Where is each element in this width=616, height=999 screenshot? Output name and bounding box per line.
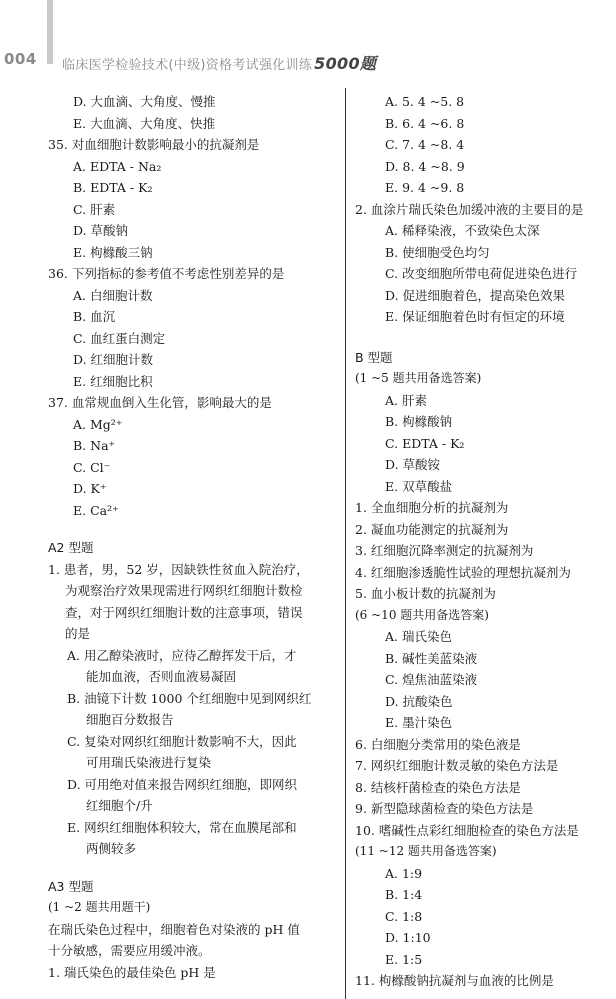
header-accent-bar — [47, 0, 53, 64]
option-line: D. 8. 4 ~8. 9 — [385, 158, 465, 174]
section-title-b: B 型题 — [355, 349, 393, 365]
option-line: E. 墨汁染色 — [385, 715, 453, 730]
question-stem: 1. 全血细胞分析的抗凝剂为 — [355, 500, 509, 515]
option-line: C. EDTA - K₂ — [385, 435, 465, 451]
book-title — [62, 51, 376, 74]
question-stem: 9. 新型隐球菌检查的染色方法是 — [355, 801, 534, 816]
option-line: B. 油镜下计数 1000 个红细胞中见到网织红 — [67, 690, 312, 706]
option-line: C. 7. 4 ~8. 4 — [385, 137, 465, 152]
option-line: D. 草酸铵 — [385, 457, 441, 472]
book-question-count: 5000题 — [314, 54, 377, 73]
option-line: B. 6. 4 ~6. 8 — [385, 115, 465, 131]
column-divider — [345, 88, 346, 999]
question-stem: 2. 凝血功能测定的抗凝剂为 — [355, 521, 509, 537]
option-line: E. 大血滴、大角度、快推 — [73, 115, 216, 131]
question-stem: 35. 对血细胞计数影响最小的抗凝剂是 — [48, 137, 260, 152]
option-line: C. 肝素 — [73, 201, 116, 217]
option-line: E. 网织红细胞体积较大，常在血膜尾部和 — [67, 819, 297, 835]
shared-stem-note: (1 ~2 题共用题干) — [48, 900, 151, 914]
option-line: B. EDTA - K₂ — [73, 180, 153, 195]
option-line: A. 用乙醇染液时，应待乙醇挥发干后，才 — [67, 647, 297, 663]
question-stem: 37. 血常规血倒入生化管，影响最大的是 — [48, 395, 272, 410]
option-line: C. 复染对网织红细胞计数影响不大，因此 — [67, 733, 297, 749]
option-line: D. 可用绝对值来报告网织红细胞，即网织 — [67, 776, 298, 792]
question-stem: 6. 白细胞分类常用的染色液是 — [355, 736, 521, 752]
option-line: C. 血红蛋白测定 — [73, 330, 166, 346]
option-line: D. 1:10 — [385, 930, 431, 945]
question-stem: 7. 网织红细胞计数灵敏的染色方法是 — [355, 758, 559, 773]
page-number: 004 — [4, 50, 37, 68]
option-line: D. 草酸钠 — [73, 223, 129, 238]
option-line: B. 血沉 — [73, 309, 116, 324]
option-line: D. K⁺ — [73, 481, 107, 496]
option-line: C. 煌焦油蓝染液 — [385, 672, 478, 687]
option-line: B. 碱性美蓝染液 — [385, 650, 478, 666]
option-line-cont: 红细胞个/升 — [86, 798, 153, 813]
question-stem: 1. 瑞氏染色的最佳染色 pH 是 — [48, 964, 216, 980]
option-line: D. 大血滴、大角度、慢推 — [73, 94, 216, 109]
option-line: D. 抗酸染色 — [385, 693, 453, 709]
section-title-a3: A3 型题 — [48, 878, 94, 894]
option-line-cont: 细胞百分数报告 — [86, 712, 174, 727]
option-line: A. 5. 4 ~5. 8 — [385, 94, 465, 109]
option-line: B. 1:4 — [385, 887, 423, 902]
option-line: E. 双草酸盐 — [385, 478, 453, 494]
option-line: E. Ca²⁺ — [73, 502, 119, 518]
option-line: A. Mg²⁺ — [73, 416, 123, 432]
option-line: D. 红细胞计数 — [73, 352, 154, 367]
question-stem: 10. 嗜碱性点彩红细胞检查的染色方法是 — [355, 822, 579, 838]
option-line: C. 1:8 — [385, 908, 423, 924]
shared-options-note: (11 ~12 题共用备选答案) — [355, 844, 497, 858]
option-line-cont: 可用瑞氏染液进行复染 — [86, 755, 212, 770]
question-stem: 3. 红细胞沉降率测定的抗凝剂为 — [355, 543, 534, 558]
option-line: E. 1:5 — [385, 951, 423, 967]
option-line: B. 枸橼酸钠 — [385, 414, 453, 429]
shared-stem: 十分敏感，需要应用缓冲液。 — [48, 943, 211, 958]
section-title-a2: A2 型题 — [48, 540, 94, 555]
option-line: B. Na⁺ — [73, 438, 116, 453]
question-stem: 11. 枸橼酸钠抗凝剂与血液的比例是 — [355, 973, 554, 988]
question-stem: 1. 患者，男，52 岁，因缺铁性贫血入院治疗， — [48, 561, 309, 577]
option-line: A. EDTA - Na₂ — [73, 158, 162, 174]
question-stem-cont: 查，对于网织红细胞计数的注意事项，错误 — [65, 604, 303, 620]
option-line: A. 瑞氏染色 — [385, 629, 452, 644]
option-line: A. 稀释染液，不致染色太深 — [385, 223, 540, 238]
right-column — [355, 91, 613, 992]
question-stem-cont: 为观察治疗效果现需进行网织红细胞计数检 — [65, 583, 303, 598]
shared-stem: 在瑞氏染色过程中，细胞着色对染液的 pH 值 — [48, 921, 300, 937]
option-line-cont: 两侧较多 — [86, 841, 137, 856]
option-line: A. 1:9 — [385, 865, 423, 881]
left-column — [48, 91, 340, 983]
question-stem: 36. 下列指标的参考值不考虑性别差异的是 — [48, 266, 285, 281]
shared-options-note: (6 ~10 题共用备选答案) — [355, 607, 489, 622]
option-line: E. 枸橼酸三钠 — [73, 244, 153, 260]
question-stem-cont: 的是 — [65, 626, 91, 641]
option-line: E. 红细胞比积 — [73, 373, 153, 389]
option-line: E. 9. 4 ~9. 8 — [385, 180, 465, 195]
option-line: E. 保证细胞着色时有恒定的环境 — [385, 309, 565, 324]
option-line: A. 肝素 — [385, 392, 427, 408]
option-line-cont: 能加血液，否则血液易凝固 — [86, 669, 237, 684]
shared-options-note: (1 ~5 题共用备选答案) — [355, 371, 482, 385]
question-stem: 5. 血小板计数的抗凝剂为 — [355, 586, 496, 601]
question-stem: 2. 血涂片瑞氏染色加缓冲液的主要目的是 — [355, 201, 584, 217]
option-line: A. 白细胞计数 — [73, 287, 153, 303]
question-stem: 4. 红细胞渗透脆性试验的理想抗凝剂为 — [355, 564, 571, 580]
book-title-text: 临床医学检验技术(中级)资格考试强化训练 — [62, 58, 313, 73]
option-line: C. 改变细胞所带电荷促进染色进行 — [385, 266, 578, 281]
option-line: C. Cl⁻ — [73, 459, 111, 475]
question-stem: 8. 结核杆菌检查的染色方法是 — [355, 779, 521, 795]
option-line: D. 促进细胞着色，提高染色效果 — [385, 287, 566, 303]
option-line: B. 使细胞受色均匀 — [385, 244, 490, 260]
